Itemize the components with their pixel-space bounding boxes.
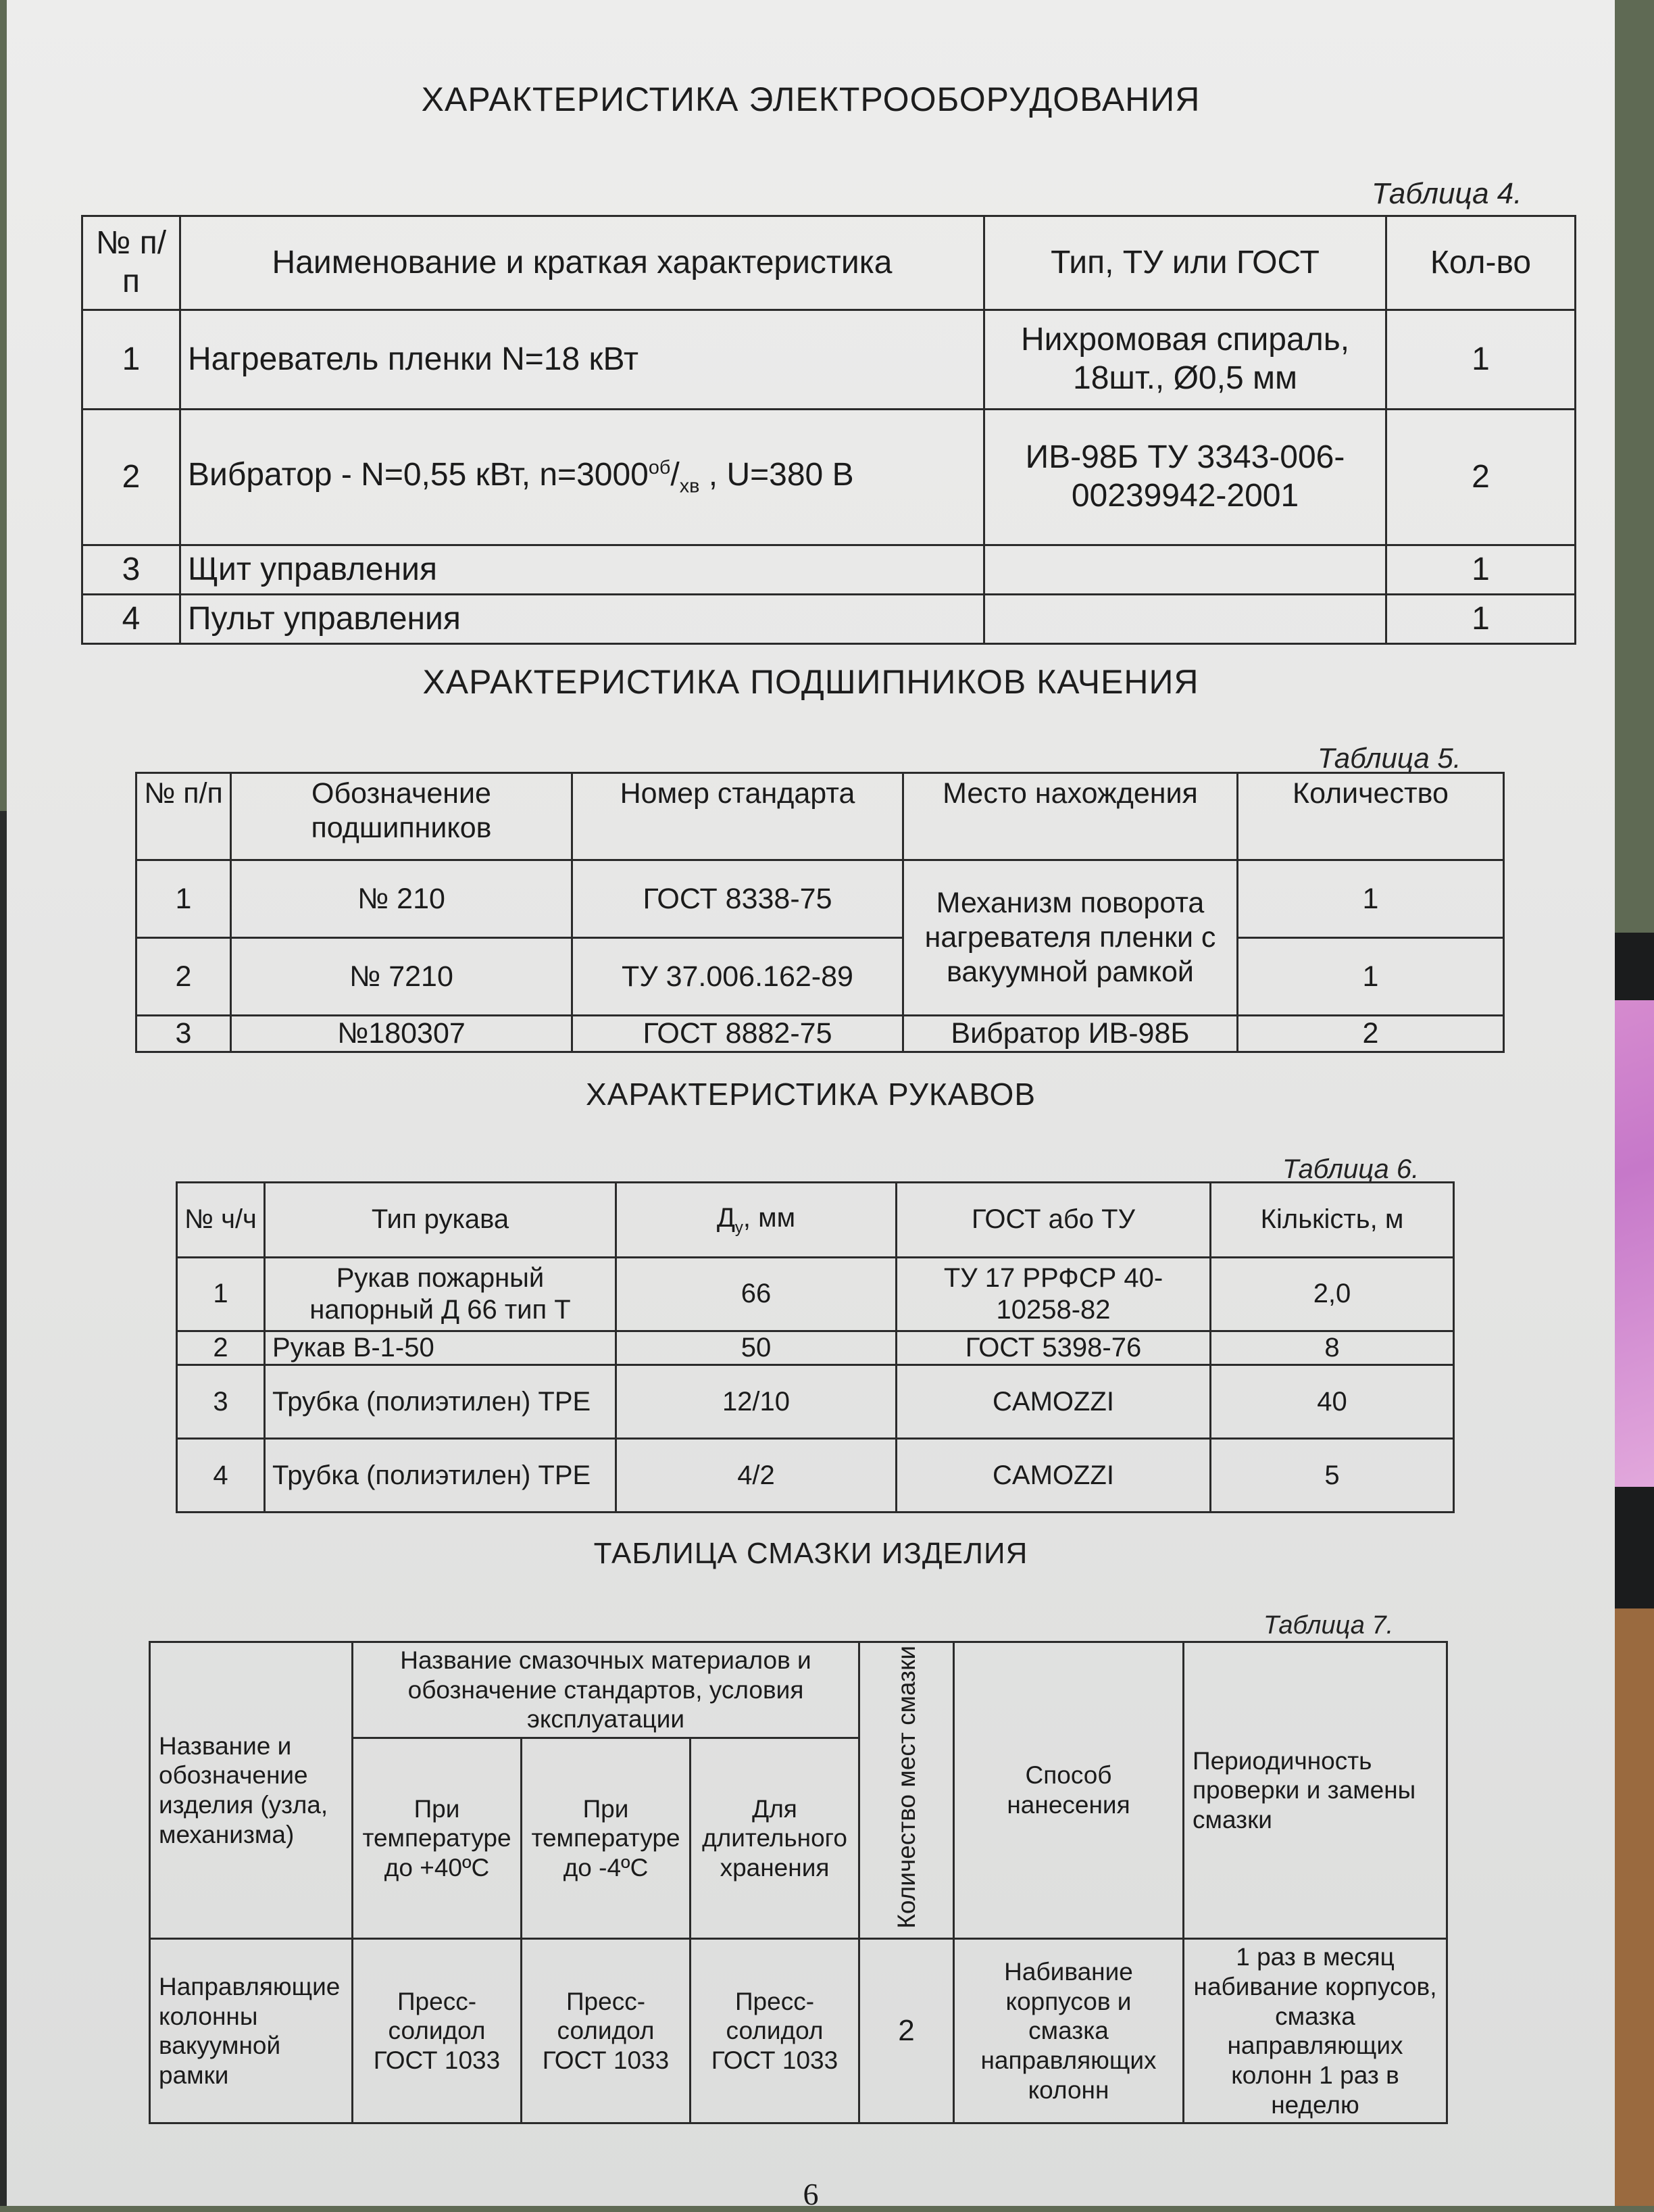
row-qty: 1: [1386, 595, 1576, 644]
header-code: Обозначение подшипников: [231, 773, 572, 860]
row-name: Щит управления: [180, 545, 984, 595]
table-hoses: [176, 1181, 1455, 1513]
header-place: Место нахождения: [903, 773, 1238, 860]
row-type: Нихромовая спираль, 18шт., Ø0,5 мм: [984, 310, 1386, 410]
header-qty: Кол-во: [1386, 216, 1576, 310]
table7-label: Таблица 7.: [1263, 1611, 1394, 1640]
table-header-row: [150, 1642, 1447, 1738]
header-materials: Название смазочных материалов и обозначение стандартов, условия эксплуатации: [353, 1642, 859, 1738]
table-row: [136, 1016, 1504, 1052]
page-number: 6: [803, 2177, 819, 2211]
table-row: [177, 1331, 1454, 1365]
row-num: 2: [136, 938, 231, 1016]
table-header-row: [136, 773, 1504, 860]
header-num: № п/п: [82, 216, 180, 310]
row-qty: 1: [1386, 545, 1576, 595]
row-item: Направляющие колонны вакуумной рамки: [150, 1939, 353, 2123]
header-plus40: При температуре до +40ºС: [353, 1738, 522, 1938]
row-std: ГОСТ 8338-75: [572, 860, 903, 938]
row-code: № 7210: [231, 938, 572, 1016]
row-qty: 1: [1238, 938, 1504, 1016]
header-num: № ч/ч: [177, 1183, 265, 1258]
table4-label: Таблица 4.: [1372, 177, 1522, 210]
row-plus40: Пресс-солидол ГОСТ 1033: [353, 1939, 522, 2123]
header-type: Тип рукава: [265, 1183, 616, 1258]
row-num: 1: [136, 860, 231, 938]
row-gost: CAMOZZI: [897, 1365, 1211, 1439]
row-type: [984, 545, 1386, 595]
row-gost: ГОСТ 5398-76: [897, 1331, 1211, 1365]
table5-label: Таблица 5.: [1318, 742, 1461, 774]
row-num: 1: [82, 310, 180, 410]
row-qty: 2: [1386, 410, 1576, 545]
row-std: ТУ 37.006.162-89: [572, 938, 903, 1016]
row-qty: 2: [1238, 1016, 1504, 1052]
row-num: 1: [177, 1258, 265, 1331]
header-type: Тип, ТУ или ГОСТ: [984, 216, 1386, 310]
table-row: [177, 1258, 1454, 1331]
row-du: 4/2: [616, 1439, 897, 1513]
row-storage: Пресс-солидол ГОСТ 1033: [691, 1939, 859, 2123]
row-num: 2: [82, 410, 180, 545]
row-num: 3: [82, 545, 180, 595]
header-std: Номер стандарта: [572, 773, 903, 860]
row-gost: CAMOZZI: [897, 1439, 1211, 1513]
header-qty: Количество: [1238, 773, 1504, 860]
header-name: Наименование и краткая характеристика: [180, 216, 984, 310]
header-method: Способ нанесения: [954, 1642, 1184, 1939]
row-qty: 1: [1386, 310, 1576, 410]
row-qty: 40: [1211, 1365, 1454, 1439]
row-gost: ТУ 17 РРФСР 40-10258-82: [897, 1258, 1211, 1331]
row-period: 1 раз в месяц набивание корпусов, смазка направляющих колонн 1 раз в неделю: [1184, 1939, 1447, 2123]
electro-section-title: ХАРАКТЕРИСТИКА ЭЛЕКТРООБОРУДОВАНИЯ: [421, 80, 1201, 118]
row-qty: 8: [1211, 1331, 1454, 1365]
row-minus4: Пресс-солидол ГОСТ 1033: [522, 1939, 691, 2123]
table-row: [82, 410, 1576, 545]
row-qty: 5: [1211, 1439, 1454, 1513]
document-page: [7, 0, 1615, 2211]
table-electro: [81, 215, 1576, 645]
row-type: [984, 595, 1386, 644]
row-type: Трубка (полиэтилен) TPE: [265, 1439, 616, 1513]
header-num: № п/п: [136, 773, 231, 860]
row-name: Вибратор - N=0,55 кВт, $n=3000^{об}/_{хв}$ , U=380 В: [180, 410, 984, 545]
row-code: №180307: [231, 1016, 572, 1052]
table-row: [150, 1939, 1447, 2123]
header-storage: Для длительного хранения: [691, 1738, 859, 1938]
row-type: ИВ-98Б ТУ 3343-006-00239942-2001: [984, 410, 1386, 545]
row-num: 4: [177, 1439, 265, 1513]
row-method: Набивание корпусов и смазка направляющих колонн: [954, 1939, 1184, 2123]
row-type: Трубка (полиэтилен) TPE: [265, 1365, 616, 1439]
row-type: Рукав В-1-50: [265, 1331, 616, 1365]
header-gost: ГОСТ або ТУ: [897, 1183, 1211, 1258]
row-place-merged: Механизм поворота нагревателя пленки с вакуумной рамкой: [903, 860, 1238, 1016]
row-name: Нагреватель пленки N=18 кВт: [180, 310, 984, 410]
table-row: [136, 860, 1504, 938]
table-row: [177, 1365, 1454, 1439]
row-du: 66: [616, 1258, 897, 1331]
table6-label: Таблица 6.: [1282, 1154, 1420, 1184]
table-row: [82, 545, 1576, 595]
row-name: Пульт управления: [180, 595, 984, 644]
row-place: Вибратор ИВ-98Б: [903, 1016, 1238, 1052]
table-bearings: [135, 772, 1505, 1053]
header-period: Периодичность проверки и замены смазки: [1184, 1642, 1447, 1939]
table-lubrication: [149, 1641, 1448, 2124]
bearings-section-title: ХАРАКТЕРИСТИКА ПОДШИПНИКОВ КАЧЕНИЯ: [422, 663, 1199, 701]
row-du: 50: [616, 1331, 897, 1365]
header-du: $Д_у$, мм: [616, 1183, 897, 1258]
header-points: Количество мест смазки: [859, 1642, 954, 1939]
row-du: 12/10: [616, 1365, 897, 1439]
table-row: [82, 595, 1576, 644]
row-qty: 2,0: [1211, 1258, 1454, 1331]
table-row: [82, 310, 1576, 410]
table-row: [136, 938, 1504, 1016]
hoses-section-title: ХАРАКТЕРИСТИКА РУКАВОВ: [585, 1077, 1036, 1112]
header-qty: Кількість, м: [1211, 1183, 1454, 1258]
table-header-row: [177, 1183, 1454, 1258]
header-item: Название и обозначение изделия (узла, механизма): [150, 1642, 353, 1939]
table-row: [177, 1439, 1454, 1513]
lube-section-title: ТАБЛИЦА СМАЗКИ ИЗДЕЛИЯ: [593, 1537, 1028, 1570]
row-num: 3: [177, 1365, 265, 1439]
header-minus4: При температуре до -4ºС: [522, 1738, 691, 1938]
row-qty: 1: [1238, 860, 1504, 938]
row-type: Рукав пожарный напорный Д 66 тип Т: [265, 1258, 616, 1331]
row-num: 2: [177, 1331, 265, 1365]
table-header-row: [82, 216, 1576, 310]
row-code: № 210: [231, 860, 572, 938]
row-num: 3: [136, 1016, 231, 1052]
row-points: 2: [859, 1939, 954, 2123]
row-num: 4: [82, 595, 180, 644]
row-std: ГОСТ 8882-75: [572, 1016, 903, 1052]
